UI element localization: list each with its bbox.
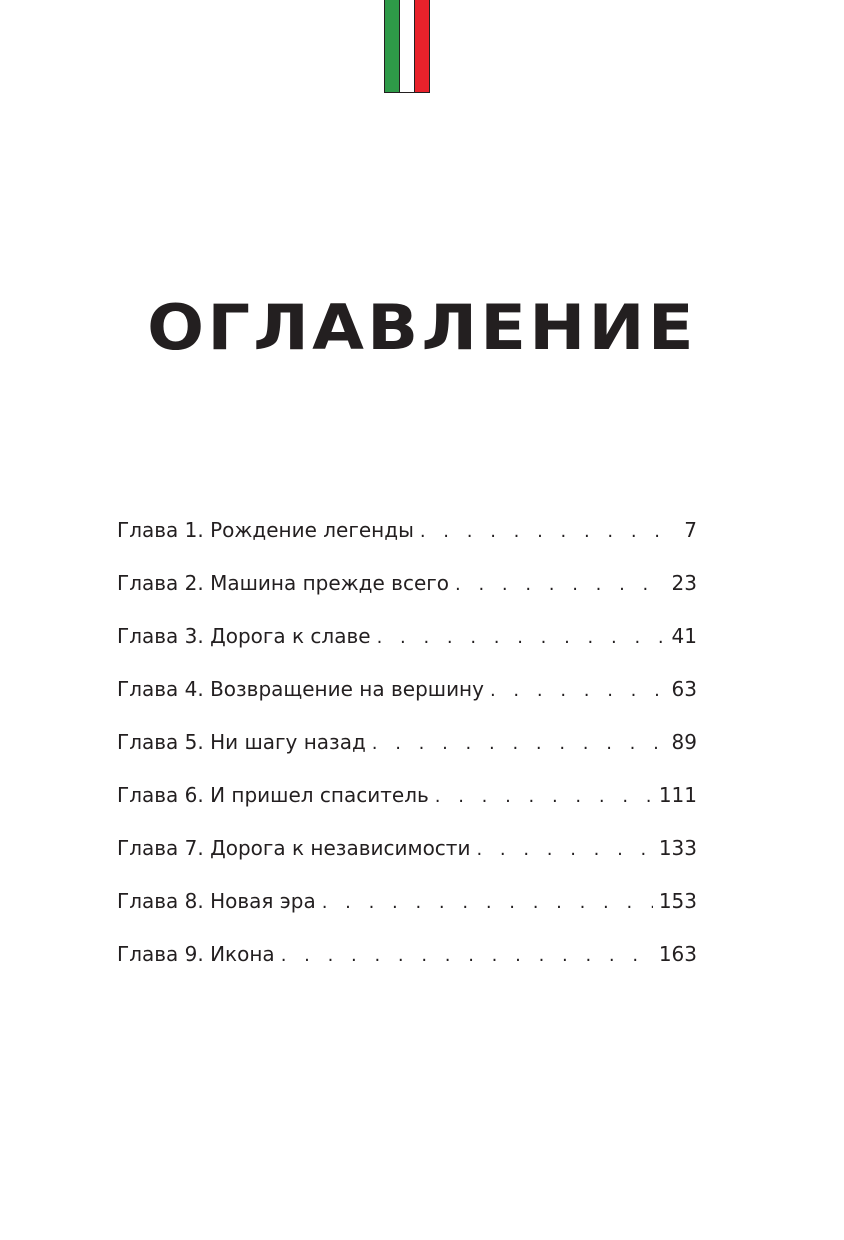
toc-entry-label: Глава 7. Дорога к независимости: [117, 836, 471, 860]
toc-entry: [117, 669, 697, 722]
toc-entry: [117, 934, 697, 987]
toc-entry: [117, 722, 697, 775]
italian-flag-ribbon: [384, 0, 430, 93]
toc-dot-leader: [455, 565, 666, 605]
table-of-contents: [117, 510, 697, 987]
toc-dot-leader: [377, 618, 666, 658]
toc-entry-label: Глава 2. Машина прежде всего: [117, 571, 449, 595]
toc-dot-leader: [435, 777, 653, 817]
toc-entry-page: 111: [658, 783, 697, 807]
toc-dot-leader: [420, 512, 667, 552]
toc-entry-label: Глава 8. Новая эра: [117, 889, 316, 913]
toc-entry-page: 163: [658, 942, 697, 966]
toc-entry-label: Глава 5. Ни шагу назад: [117, 730, 366, 754]
toc-entry-label: Глава 4. Возвращение на вершину: [117, 677, 484, 701]
toc-entry-page: 41: [671, 624, 697, 648]
toc-entry-page: 63: [671, 677, 697, 701]
toc-entry-page: 153: [658, 889, 697, 913]
toc-dot-leader: [476, 830, 652, 870]
flag-stripe-red: [414, 0, 429, 92]
toc-dot-leader: [281, 936, 653, 976]
toc-entry-label: Глава 1. Рождение легенды: [117, 518, 414, 542]
toc-dot-leader: [490, 671, 666, 711]
flag-stripe-white: [399, 0, 414, 92]
page-title: ОГЛАВЛЕНИЕ: [147, 291, 697, 364]
toc-dot-leader: [372, 724, 666, 764]
toc-entry: [117, 828, 697, 881]
toc-entry: [117, 563, 697, 616]
flag-stripe-green: [385, 0, 399, 92]
toc-entry-label: Глава 6. И пришел спаситель: [117, 783, 429, 807]
toc-entry-label: Глава 9. Икона: [117, 942, 275, 966]
toc-entry-page: 7: [684, 518, 697, 542]
toc-entry: [117, 616, 697, 669]
toc-entry: [117, 881, 697, 934]
toc-entry: [117, 775, 697, 828]
toc-entry-page: 133: [658, 836, 697, 860]
toc-entry-page: 23: [671, 571, 697, 595]
toc-entry: [117, 510, 697, 563]
toc-dot-leader: [322, 883, 653, 923]
toc-entry-page: 89: [671, 730, 697, 754]
toc-entry-label: Глава 3. Дорога к славе: [117, 624, 371, 648]
